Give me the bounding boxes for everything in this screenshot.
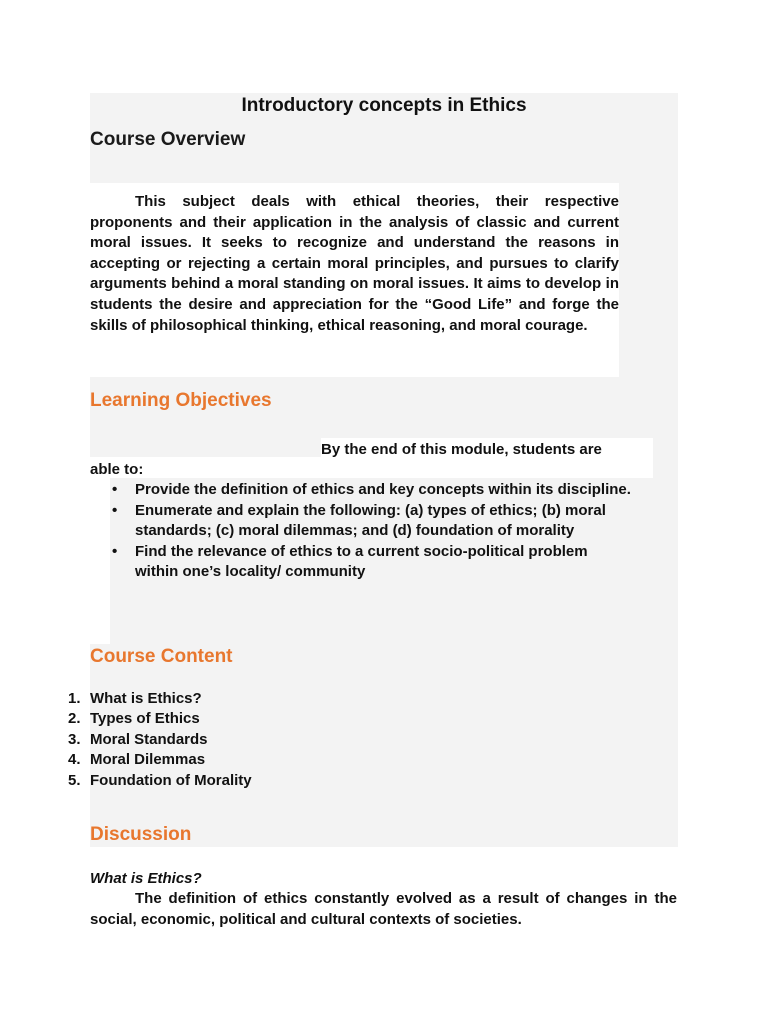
list-item [68,750,468,770]
bullet-icon: • [112,542,118,560]
course-content-list [68,689,468,791]
list-item-text: Find the relevance of ethics to a current socio-political problem within one’s locality/ community [135,542,588,581]
bullet-icon: • [112,501,118,519]
list-number: 1. [68,690,81,707]
overview-shade [619,183,678,377]
list-item [90,480,635,501]
list-number: 5. [68,771,81,789]
document-title: Introductory concepts in Ethics [241,95,527,116]
list-number: 4. [68,751,81,769]
list-item-text: Moral Dilemmas [90,751,206,769]
bullet-icon: • [112,481,118,498]
objectives-right-shade [653,438,678,644]
list-item [90,542,635,583]
list-item-text: Types of Ethics [90,710,200,728]
course-overview-paragraph [90,192,619,336]
objectives-intro-right: By the end of this module, students are [321,441,602,458]
objectives-intro-shade [90,438,321,457]
objectives-intro-left: able to: [90,461,144,478]
discussion-subheading: What is Ethics? [90,870,202,887]
list-number: 2. [68,710,81,728]
list-item [68,689,468,709]
list-item [68,730,468,750]
list-item-text: Enumerate and explain the following: (a) types of ethics; (b) moral standards; (c) moral dilemmas; and (d) foundation of morality [135,501,606,540]
list-item [90,501,635,542]
course-overview-heading: Course Overview [90,129,246,150]
list-number: 3. [68,730,81,748]
list-item [68,709,468,729]
list-item-text: Foundation of Morality [90,771,252,789]
discussion-text: The definition of ethics constantly evolved as a result of changes in the social, economic, political and cultural contexts of societies. [90,890,677,928]
list-item-text: What is Ethics? [90,690,202,707]
list-item [68,771,468,791]
objectives-list [90,480,635,583]
list-item-text: Moral Standards [90,730,208,748]
discussion-heading: Discussion [90,824,192,845]
course-content-heading: Course Content [90,646,233,667]
discussion-paragraph [90,889,677,930]
course-overview-text: This subject deals with ethical theories, their respective proponents and their application in the analysis of classic and current moral issues. It seeks to recognize and understand the reasons in accepting or rejecting a certain moral principles, and pursues to clarify arguments behind a moral standing on moral issues. It aims to develop in students the desire and appreciation for the “Good Life” and forge the skills of philosophical thinking, ethical reasoning, and moral courage. [90,193,619,334]
learning-objectives-heading: Learning Objectives [90,390,272,411]
list-item-text: Provide the definition of ethics and key concepts within its discipline. [135,481,631,498]
